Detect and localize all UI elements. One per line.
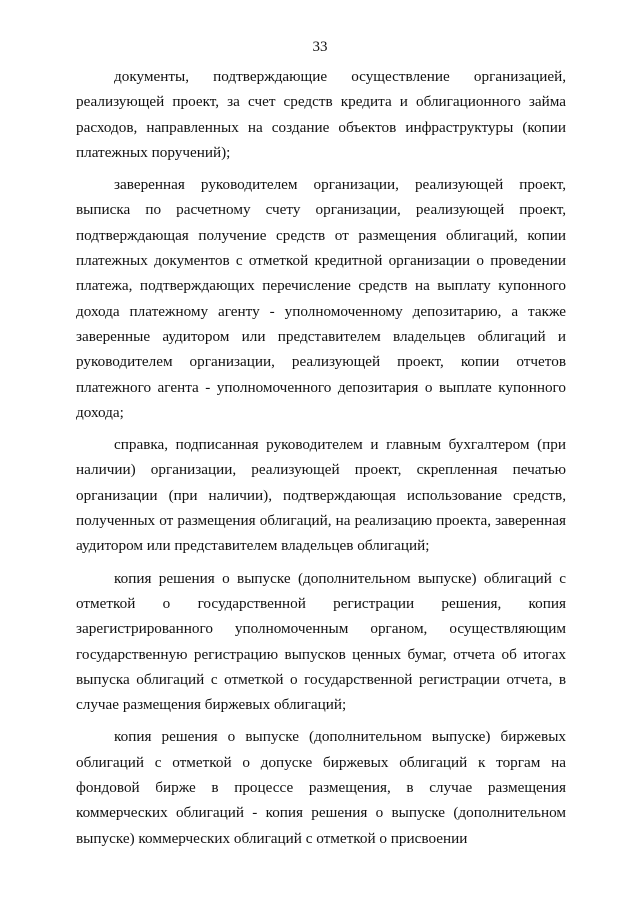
paragraph-certificate: справка, подписанная руководителем и главным бухгалтером (при наличии) организации, реализующей проект, скрепленная печатью организации (при наличии), подтверждающая использование средств, полученных от размещения облигаций, на реализацию проекта, заверенная аудитором или представителем владельцев облигаций; (76, 436, 566, 555)
paragraph-issue-decision-copy: копия решения о выпуске (дополнительном выпуске) облигаций с отметкой о государственной регистрации решения, копия зарегистрированного уполномоченным органом, осуществляющим государственную регистрацию выпусков ценных бумаг, отчета об итогах выпуска облигаций с отметкой о государственной регистрации отчета, в случае размещения биржевых облигаций; (76, 569, 566, 714)
paragraph-payment-documents: документы, подтверждающие осуществление организацией, реализующей проект, за счет средств кредита и облигационного займа расходов, направленных на создание объектов инфраструктуры (копии платежных поручений); (76, 68, 566, 161)
document-body (76, 64, 566, 851)
page-number: 33 (312, 39, 328, 55)
paragraph-account-statement: заверенная руководителем организации, реализующей проект, выписка по расчетному счету организации, реализующей проект, подтверждающая получение средств от размещения облигаций, копии платежных документов с отметкой кредитной организации о проведении платежа, подтверждающих перечисление средств на выплату купонного дохода платежному агенту - уполномоченному депозитарию, а также заверенные аудитором или представителем владельцев облигаций и руководителем организации, реализующей проект, копии отчетов платежного агента - уполномоченного депозитария о выплате купонного дохода; (76, 176, 566, 421)
paragraph-exchange-bonds-decision: копия решения о выпуске (дополнительном выпуске) биржевых облигаций с отметкой о допуске биржевых облигаций к торгам на фондовой бирже в процессе размещения, в случае размещения коммерческих облигаций - копия решения о выпуске (дополнительном выпуске) коммерческих облигаций с отметкой о присвоении (76, 728, 566, 847)
